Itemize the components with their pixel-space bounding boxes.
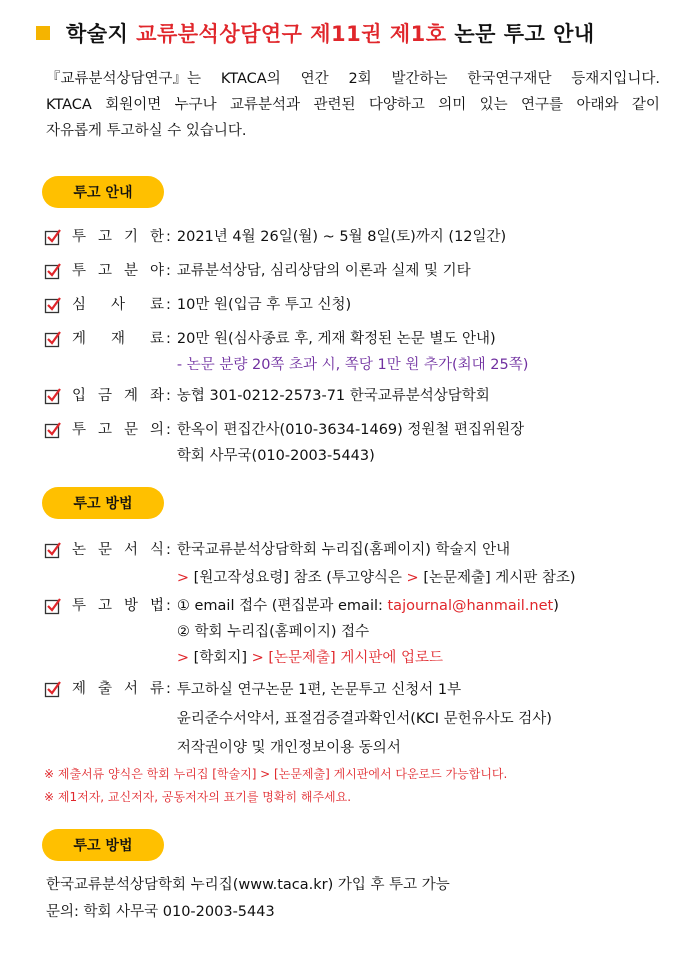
item-label bbox=[72, 383, 164, 409]
intro-word: 2회 bbox=[348, 71, 372, 87]
label-char: 출 bbox=[97, 681, 112, 697]
item-values bbox=[177, 676, 552, 763]
item-line: 윤리준수서약서, 표절검증결과확인서(KCI 문헌유사도 검사) bbox=[176, 711, 552, 727]
note-forms: ※ 제출서류 양식은 학회 누리집 [학술지] > [논문제출] 게시판에서 다운로드 가능합니다. bbox=[44, 767, 508, 781]
label-char: 좌 bbox=[149, 388, 164, 404]
item-line: 한국교류분석상담학회 누리집(홈페이지) 학술지 안내 bbox=[176, 542, 511, 558]
footer-line-1: 한국교류분석상담학회 누리집(www.taca.kr) 가입 후 투고 가능 bbox=[46, 877, 450, 893]
label-char: 고 bbox=[97, 263, 112, 279]
item-line: 투고하실 연구논문 1편, 논문투고 신청서 1부 bbox=[176, 682, 462, 698]
item-values bbox=[177, 537, 576, 593]
note-authors: ※ 제1저자, 교신저자, 공동저자의 표기를 명확히 해주세요. bbox=[44, 790, 352, 804]
info-item: 입 금 계 좌 : 농협 301-0212-2573-71 한국교류분석상담학회 bbox=[44, 383, 490, 409]
item-documents: 제 출 서 류 : 투고하실 연구논문 1편, 논문투고 신청서 1부 윤리준수서약서, 표절검증결과확인서(KCI 문헌유사도 검사) 저작권이양 및 개인정보이용 동의서 bbox=[44, 676, 552, 763]
intro-word: 관련된 bbox=[313, 97, 356, 113]
item-line: > [학회지] > [논문제출] 게시판에 업로드 bbox=[176, 650, 443, 666]
intro-word: 연구를 bbox=[521, 97, 564, 113]
checkbox-checked-icon bbox=[44, 296, 62, 314]
intro-word: 한국연구재단 bbox=[467, 71, 552, 87]
intro-word: 『교류분석상담연구』는 bbox=[46, 71, 202, 87]
info-item: 투 고 문 의 : 한옥이 편집간사(010-3634-1469) 정원철 편집위원장 학회 사무국(010-2003-5443) bbox=[44, 417, 524, 469]
label-char: 게 bbox=[72, 331, 87, 347]
item-values bbox=[177, 258, 471, 284]
label-char: 분 bbox=[123, 263, 138, 279]
label-char: 심 bbox=[72, 297, 87, 313]
item-line: 한옥이 편집간사(010-3634-1469) 정원철 편집위원장 bbox=[176, 422, 525, 438]
info-item: 게 재 료 : 20만 원(심사종료 후, 게재 확정된 논문 별도 안내) - 논문 분량 20쪽 초과 시, 쪽당 1만 원 추가(최대 25쪽) bbox=[44, 326, 528, 378]
label-char: 법 bbox=[149, 598, 164, 614]
label-char: 논 bbox=[72, 542, 87, 558]
intro-line-2 bbox=[46, 92, 660, 118]
item-line: 교류분석상담, 심리상담의 이론과 실제 및 기타 bbox=[176, 263, 471, 279]
checkbox-checked-icon bbox=[44, 541, 62, 559]
footer-line-2: 문의: 학회 사무국 010-2003-5443 bbox=[46, 904, 275, 920]
item-line: ① email 접수 (편집분과 email: tajournal@hanmail.net) bbox=[176, 598, 559, 614]
item-values bbox=[177, 224, 506, 250]
intro-word: 누구나 bbox=[174, 97, 217, 113]
item-label bbox=[72, 537, 164, 593]
label-char: 한 bbox=[149, 229, 164, 245]
intro-line-1 bbox=[46, 66, 660, 92]
label-char: 류 bbox=[149, 681, 164, 697]
title-highlight: 교류분석상담연구 제11권 제1호 bbox=[136, 22, 447, 46]
label-char: 문 bbox=[97, 542, 112, 558]
info-item: 투 고 분 야 : 교류분석상담, 심리상담의 이론과 실제 및 기타 bbox=[44, 258, 471, 284]
label-char: 서 bbox=[123, 681, 138, 697]
checkbox-checked-icon bbox=[44, 262, 62, 280]
item-line: - 논문 분량 20쪽 초과 시, 쪽당 1만 원 추가(최대 25쪽) bbox=[176, 357, 529, 373]
label-char: 료 bbox=[149, 297, 164, 313]
intro-word: 다양하고 bbox=[368, 97, 425, 113]
label-char: 입 bbox=[72, 388, 87, 404]
label-char: 서 bbox=[123, 542, 138, 558]
label-char: 문 bbox=[123, 422, 138, 438]
label-char: 방 bbox=[123, 598, 138, 614]
item-values bbox=[177, 292, 351, 318]
checkbox-checked-icon bbox=[44, 387, 62, 405]
checkbox-checked-icon bbox=[44, 330, 62, 348]
intro-word: 있는 bbox=[479, 97, 508, 113]
item-line: 농협 301-0212-2573-71 한국교류분석상담학회 bbox=[176, 388, 490, 404]
item-label bbox=[72, 593, 164, 671]
label-char: 투 bbox=[72, 229, 87, 245]
intro-word: 등재지입니다. bbox=[571, 71, 660, 87]
label-char: 식 bbox=[149, 542, 164, 558]
item-values bbox=[177, 383, 490, 409]
label-char: 기 bbox=[123, 229, 138, 245]
title-prefix: 학술지 bbox=[66, 22, 137, 46]
item-label bbox=[72, 258, 164, 284]
checkbox-checked-icon bbox=[44, 597, 62, 615]
intro-word: 교류분석과 bbox=[230, 97, 301, 113]
item-method: 투 고 방 법 : ① email 접수 (편집분과 email: tajournal@hanmail.net) ② 학회 누리집(홈페이지) 접수 > [학회지] > [논문제출] 게시판에 업로드 bbox=[44, 593, 559, 671]
intro-word: KTACA의 bbox=[220, 71, 281, 87]
checkbox-checked-icon bbox=[44, 680, 62, 698]
title-suffix: 논문 투고 안내 bbox=[446, 22, 595, 46]
label-char: 투 bbox=[72, 422, 87, 438]
info-item: 심 사 료 : 10만 원(입금 후 투고 신청) bbox=[44, 292, 351, 318]
intro-word: 아래와 bbox=[576, 97, 619, 113]
item-line: ② 학회 누리집(홈페이지) 접수 bbox=[176, 624, 370, 640]
intro-line-3: 자유롭게 투고하실 수 있습니다. bbox=[46, 123, 247, 139]
intro-word: 발간하는 bbox=[391, 71, 448, 87]
item-label bbox=[72, 224, 164, 250]
label-char: 제 bbox=[72, 681, 87, 697]
item-values bbox=[177, 326, 529, 378]
item-label bbox=[72, 676, 164, 763]
item-line: 저작권이양 및 개인정보이용 동의서 bbox=[176, 740, 401, 756]
email-link[interactable]: tajournal@hanmail.net bbox=[387, 598, 554, 614]
item-line: 20만 원(심사종료 후, 게재 확정된 논문 별도 안내) bbox=[176, 331, 496, 347]
item-line: 학회 사무국(010-2003-5443) bbox=[176, 448, 375, 464]
item-line: > [원고작성요령] 참조 (투고양식은 > [논문제출] 게시판 참조) bbox=[176, 570, 576, 586]
intro-word: 의미 bbox=[438, 97, 467, 113]
label-char: 재 bbox=[110, 331, 125, 347]
info-item: 투 고 기 한 : 2021년 4월 26일(월) ~ 5월 8일(토)까지 (12일간) bbox=[44, 224, 506, 250]
item-values bbox=[177, 417, 524, 469]
label-char: 투 bbox=[72, 263, 87, 279]
label-char: 야 bbox=[149, 263, 164, 279]
intro-word: KTACA bbox=[46, 97, 92, 113]
label-char: 계 bbox=[123, 388, 138, 404]
intro-paragraph bbox=[46, 66, 660, 144]
checkbox-checked-icon bbox=[44, 421, 62, 439]
item-format: 논 문 서 식 : 한국교류분석상담학회 누리집(홈페이지) 학술지 안내 > [원고작성요령] 참조 (투고양식은 > [논문제출] 게시판 참조) bbox=[44, 537, 576, 593]
section-pill-method: 투고 방법 bbox=[42, 487, 164, 519]
item-line: 2021년 4월 26일(월) ~ 5월 8일(토)까지 (12일간) bbox=[176, 229, 507, 245]
section-pill-method-2: 투고 방법 bbox=[42, 829, 164, 861]
item-label bbox=[72, 292, 164, 318]
label-char: 금 bbox=[97, 388, 112, 404]
section-pill-guide: 투고 안내 bbox=[42, 176, 164, 208]
intro-word: 같이 bbox=[631, 97, 660, 113]
label-char: 료 bbox=[149, 331, 164, 347]
page-title bbox=[66, 18, 595, 48]
item-line: 10만 원(입금 후 투고 신청) bbox=[176, 297, 352, 313]
label-char: 투 bbox=[72, 598, 87, 614]
label-char: 고 bbox=[97, 598, 112, 614]
label-char: 의 bbox=[149, 422, 164, 438]
label-char: 고 bbox=[97, 422, 112, 438]
intro-word: 회원이면 bbox=[105, 97, 162, 113]
item-label bbox=[72, 326, 164, 378]
label-char: 고 bbox=[97, 229, 112, 245]
label-char: 사 bbox=[110, 297, 125, 313]
square-bullet-icon bbox=[36, 26, 50, 40]
checkbox-checked-icon bbox=[44, 228, 62, 246]
item-values bbox=[177, 593, 559, 671]
item-label bbox=[72, 417, 164, 469]
intro-word: 연간 bbox=[300, 71, 329, 87]
title-row bbox=[36, 18, 595, 48]
